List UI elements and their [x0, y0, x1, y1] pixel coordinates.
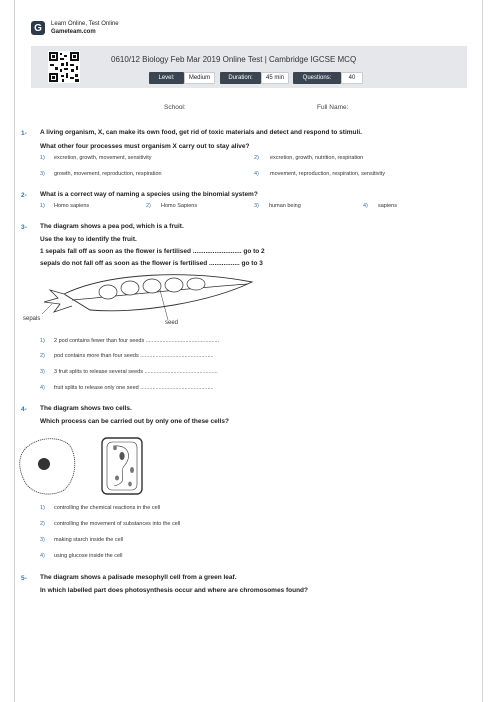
answer-option[interactable]: growth, movement, reproduction, respiration — [54, 171, 162, 177]
question-text: The diagram shows a palisade mesophyll cell from a green leaf. — [40, 574, 237, 581]
option-number: 4) — [363, 203, 368, 209]
questions-label: Questions: — [293, 72, 341, 84]
question-number: 3- — [21, 224, 27, 231]
option-number: 3) — [254, 203, 259, 209]
answer-option[interactable]: 3 fruit splits to release several seeds ................................................ — [54, 369, 218, 375]
pea-pod-diagram — [20, 268, 260, 332]
answer-option[interactable]: controlling the movement of substances into the cell — [54, 521, 181, 527]
question-number: 5- — [21, 575, 27, 582]
option-number: 4) — [254, 171, 259, 177]
level-value: Medium — [184, 72, 215, 84]
question-text: Which process can be carried out by only one of these cells? — [40, 418, 229, 425]
option-number: 1) — [40, 338, 45, 344]
answer-option[interactable]: sapiens — [378, 203, 397, 209]
answer-option[interactable]: fruit splits to release only one seed ................................................ — [54, 385, 214, 391]
answer-option[interactable]: pod contains more than four seeds ................................................ — [54, 353, 214, 359]
answer-option[interactable]: using glucose inside the cell — [54, 553, 123, 559]
question-text: The diagram shows a pea pod, which is a fruit. — [40, 223, 184, 230]
full-name-label: Full Name: — [317, 104, 349, 111]
test-header — [31, 46, 467, 88]
question-text: A living organism, X, can make its own food, get rid of toxic materials and detect and respond to stimuli. — [40, 129, 362, 136]
option-number: 3) — [40, 171, 45, 177]
option-number: 3) — [40, 537, 45, 543]
question-number: 1- — [21, 130, 27, 137]
answer-option[interactable]: movement, reproduction, respiration, sensitivity — [270, 171, 385, 177]
question-text: What other four processes must organism X carry out to stay alive? — [40, 143, 250, 150]
question-number: 4- — [21, 406, 27, 413]
option-number: 2) — [254, 155, 259, 161]
answer-option[interactable]: human being — [269, 203, 301, 209]
school-label: School: — [164, 104, 186, 111]
sepals-label: sepals — [23, 316, 41, 322]
answer-option[interactable]: Homo sapiens — [54, 203, 90, 209]
level-label: Level: — [149, 72, 184, 84]
answer-option[interactable]: controlling the chemical reactions in the cell — [54, 505, 161, 511]
answer-option[interactable]: excretion, growth, nutrition, respiration — [270, 155, 364, 161]
answer-option[interactable]: excretion, growth, movement, sensitivity — [54, 155, 152, 161]
question-text: In which labelled part does photosynthesis occur and where are chromosomes found? — [40, 587, 308, 594]
answer-option[interactable]: 2 pod contains fewer than four seeds ................................................ — [54, 338, 220, 344]
question-text: sepals do not fall off as soon as the flower is fertilised ................. go to 3 — [40, 260, 263, 267]
brand-tagline: Learn Online, Test Online — [51, 21, 119, 27]
questions-value: 40 — [341, 72, 363, 84]
option-number: 1) — [40, 505, 45, 511]
gameteam-logo-icon: G — [31, 21, 45, 35]
option-number: 2) — [40, 521, 45, 527]
option-number: 2) — [146, 203, 151, 209]
qr-code-icon — [48, 51, 80, 83]
option-number: 4) — [40, 553, 45, 559]
answer-option[interactable]: Homo Sapiens — [161, 203, 198, 209]
option-number: 1) — [40, 203, 45, 209]
duration-value: 45 min — [261, 72, 289, 84]
seed-label: seed — [165, 320, 179, 326]
brand-site[interactable]: Gameteam.com — [51, 29, 96, 35]
question-number: 2- — [21, 192, 27, 199]
option-number: 2) — [40, 353, 45, 359]
question-text: What is a correct way of naming a species using the binomial system? — [40, 191, 258, 198]
question-text: Use the key to identify the fruit. — [40, 236, 137, 243]
option-number: 4) — [40, 385, 45, 391]
brand — [31, 20, 119, 36]
answer-option[interactable]: making starch inside the cell — [54, 537, 124, 543]
option-number: 1) — [40, 155, 45, 161]
duration-label: Duration: — [220, 72, 261, 84]
test-title: 0610/12 Biology Feb Mar 2019 Online Test | Cambridge IGCSE MCQ — [111, 55, 357, 64]
two-cells-diagram — [18, 436, 168, 498]
question-text: The diagram shows two cells. — [40, 405, 132, 412]
page-frame — [14, 0, 483, 702]
option-number: 3) — [40, 369, 45, 375]
question-text: 1 sepals fall off as soon as the flower is fertilised ........................... go to 2 — [40, 248, 265, 255]
